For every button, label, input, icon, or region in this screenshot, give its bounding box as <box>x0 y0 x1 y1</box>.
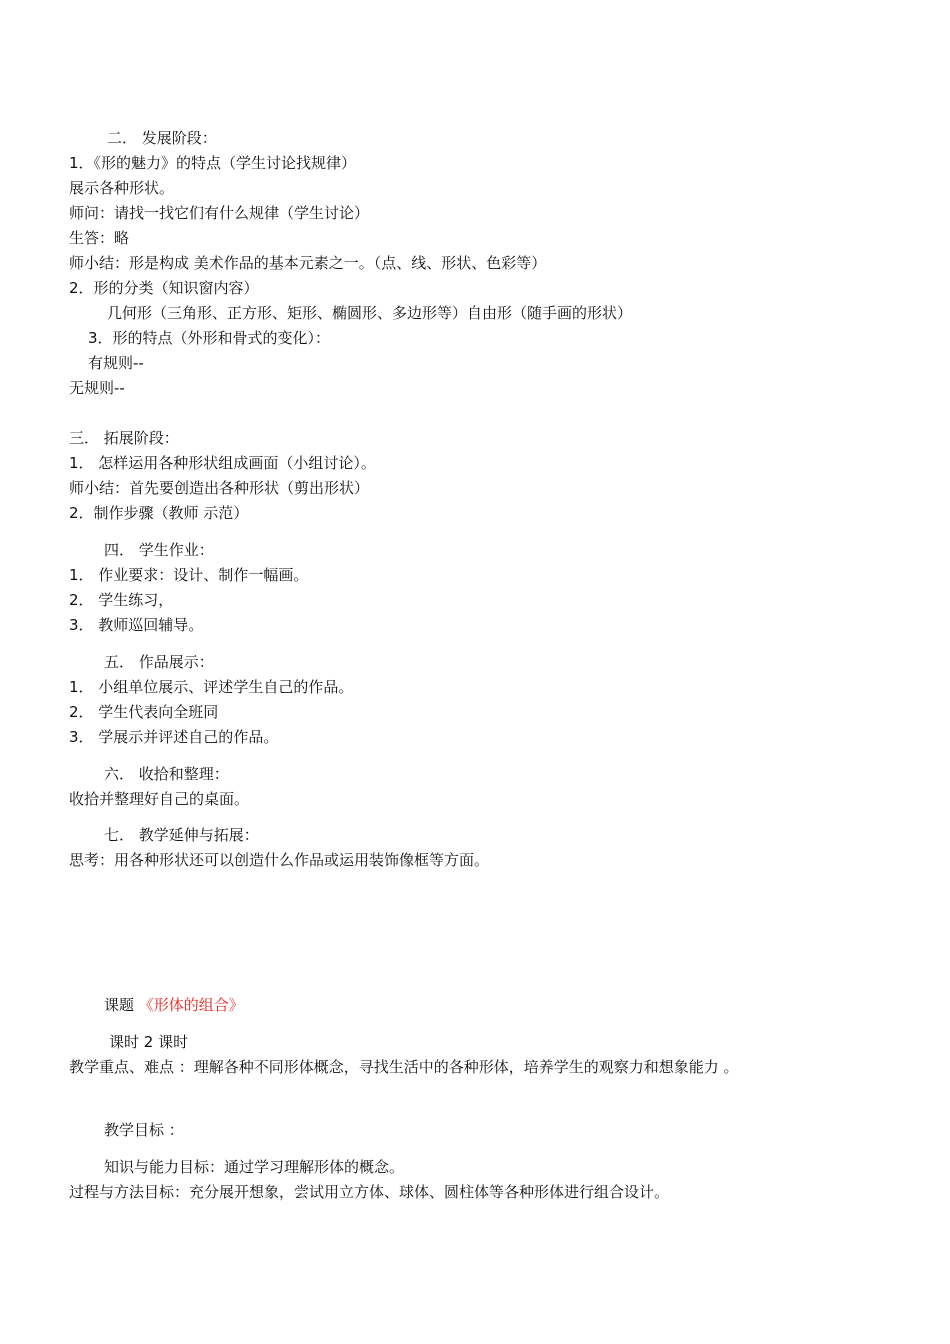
lesson-hours: 课时 2 课时 <box>109 1033 189 1051</box>
text-line: 2． 学生代表向全班同 <box>69 703 219 721</box>
text-line: 思考：用各种形状还可以创造什么作品或运用装饰像框等方面。 <box>69 851 490 869</box>
section-heading-cleanup: 六． 收拾和整理： <box>104 765 229 783</box>
goal-knowledge: 知识与能力目标：通过学习理解形体的概念。 <box>104 1158 405 1176</box>
text-line: 3．形的特点（外形和骨式的变化）： <box>88 329 331 347</box>
lesson-title-label: 课题 <box>104 996 135 1014</box>
section-heading-homework: 四． 学生作业： <box>104 541 214 559</box>
text-line: 有规则-- <box>88 354 144 372</box>
text-line: 1． 怎样运用各种形状组成画面（小组讨论）。 <box>69 454 376 472</box>
text-line: 3． 学展示并评述自己的作品。 <box>69 728 279 746</box>
text-line: 师小结：形是构成 美术作品的基本元素之一。（点、线、形状、色彩等） <box>69 254 547 272</box>
section-heading-extension-teaching: 七． 教学延伸与拓展： <box>104 826 259 844</box>
section-heading-showcase: 五． 作品展示： <box>104 653 214 671</box>
text-line: 生答：略 <box>69 229 130 247</box>
lesson-title <box>104 995 244 1015</box>
text-line: 2．制作步骤（教师 示范） <box>69 504 249 522</box>
text-line: 几何形（三角形、正方形、矩形、椭圆形、多边形等）自由形（随手画的形状） <box>107 304 633 322</box>
goals-heading: 教学目标 ： <box>104 1121 184 1139</box>
goal-process: 过程与方法目标：充分展开想象，尝试用立方体、球体、圆柱体等各种形体进行组合设计。 <box>69 1183 670 1201</box>
text-line: 1．《形的魅力》的特点（学生讨论找规律） <box>69 154 357 172</box>
text-line: 1． 小组单位展示、评述学生自己的作品。 <box>69 678 354 696</box>
text-line: 2． 学生练习， <box>69 591 174 609</box>
text-line: 2．形的分类（知识窗内容） <box>69 279 259 297</box>
text-line: 师小结：首先要创造出各种形状（剪出形状） <box>69 479 370 497</box>
text-line: 无规则-- <box>69 379 125 397</box>
section-heading-development: 二． 发展阶段： <box>107 129 217 147</box>
section-heading-extension: 三． 拓展阶段： <box>69 429 179 447</box>
text-line: 师问：请找一找它们有什么规律（学生讨论） <box>69 204 370 222</box>
text-line: 3． 教师巡回辅导。 <box>69 616 204 634</box>
lesson-focus: 教学重点、难点 ：理解各种不同形体概念，寻找生活中的各种形体，培养学生的观察力和想象能力 。 <box>69 1058 739 1076</box>
lesson-title-value: 《形体的组合》 <box>138 996 244 1014</box>
text-line: 展示各种形状。 <box>69 179 175 197</box>
text-line: 收拾并整理好自己的桌面。 <box>69 790 250 808</box>
text-line: 1． 作业要求：设计、制作一幅画。 <box>69 566 309 584</box>
